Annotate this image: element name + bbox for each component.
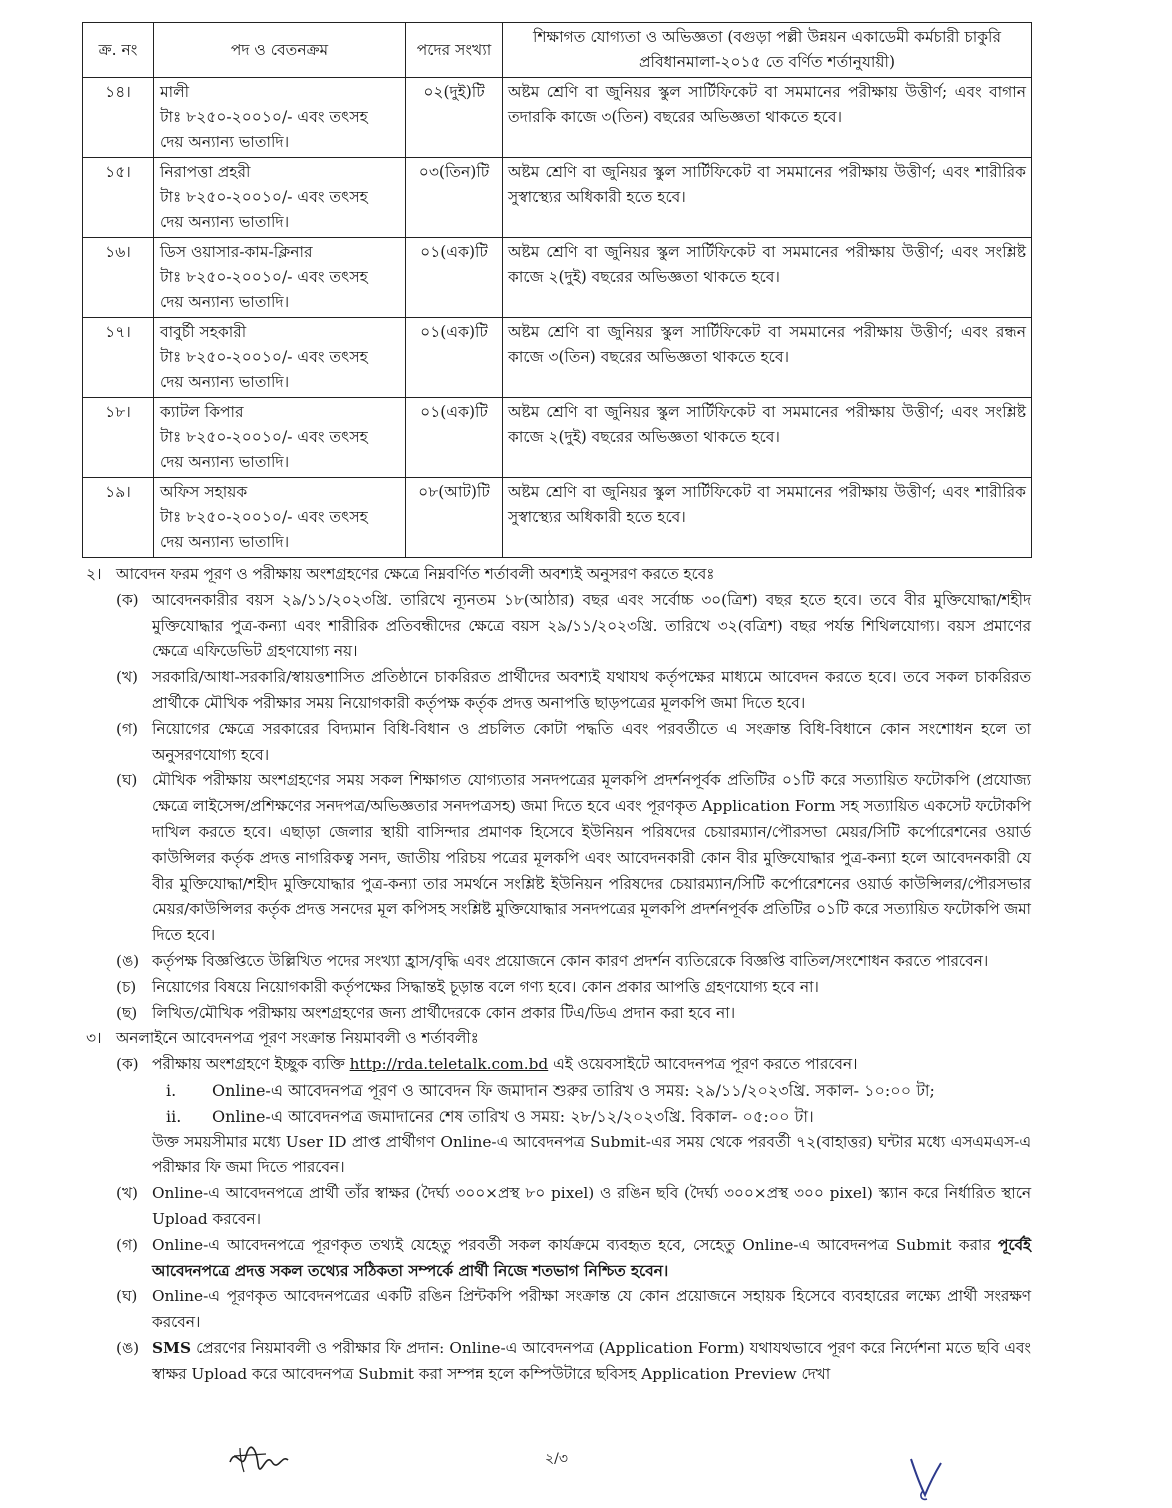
row-count: ০১(এক)টি bbox=[406, 238, 503, 318]
row-count: ০৮(আট)টি bbox=[406, 478, 503, 558]
header-post: পদ ও বেতনক্রম bbox=[154, 23, 406, 78]
post-allowance: দেয় অন্যান্য ভাতাদি। bbox=[160, 133, 290, 151]
table-row bbox=[83, 478, 1032, 558]
item-label: (গ) bbox=[116, 1235, 138, 1254]
list-item bbox=[116, 717, 1031, 769]
item-label: (ক) bbox=[116, 1055, 139, 1074]
item-label: (ঙ) bbox=[116, 951, 140, 970]
row-qualification: অষ্টম শ্রেণি বা জুনিয়র স্কুল সার্টিফিকেট বা সমমানের পরীক্ষায় উত্তীর্ণ; এবং সংশ্লিষ্ট কাজে ২(দুই) বছরের অভিজ্ঞতা থাকতে হবে। bbox=[503, 238, 1032, 318]
item-text bbox=[152, 1233, 1031, 1285]
list-item bbox=[116, 1001, 1031, 1027]
row-post bbox=[154, 478, 406, 558]
section-title: অনলাইনে আবেদনপত্র পূরণ সংক্রান্ত নিয়মাবলী ও শর্তাবলীঃ bbox=[116, 1029, 479, 1048]
item-label: (ক) bbox=[116, 590, 139, 609]
item-text-lead: Online-এ আবেদনপত্রে পূরণকৃত তথ্যই যেহেতু পরবর্তী সকল কার্যক্রমে ব্যবহৃত হবে, সেহেতু Online-এ আবেদনপত্র Submit করার bbox=[152, 1235, 991, 1254]
section-number: ২। bbox=[86, 565, 102, 583]
list-item bbox=[116, 1336, 1031, 1388]
section-number: ৩। bbox=[86, 1029, 102, 1048]
post-name: বাবুর্চী সহকারী bbox=[160, 323, 247, 341]
row-qualification: অষ্টম শ্রেণি বা জুনিয়র স্কুল সার্টিফিকেট বা সমমানের পরীক্ষায় উত্তীর্ণ; এবং শারীরিক সুস্বাস্থ্যের অধিকারী হতে হবে। bbox=[503, 158, 1032, 238]
list-item bbox=[116, 588, 1031, 665]
fee-deadline-text: উক্ত সময়সীমার মধ্যে User ID প্রাপ্ত প্রার্থীগণ Online-এ আবেদনপত্র Submit-এর সময় থেকে পরবর্তী ৭২(বাহাত্তর) ঘন্টার মধ্যে এসএমএস-এ পরীক্ষার ফি জমা দিতে পারবেন। bbox=[152, 1132, 1031, 1177]
row-sl: ১৭। bbox=[83, 318, 154, 398]
list-item bbox=[116, 1181, 1031, 1233]
item-text: আবেদনকারীর বয়স ২৯/১১/২০২৩খ্রি. তারিখে ন্যূনতম ১৮(আঠার) বছর এবং সর্বোচ্চ ৩০(ত্রিশ) বছর হতে হবে। তবে বীর মুক্তিযোদ্ধা/শহীদ মুক্তিযোদ্ধার পুত্র-কন্যা এবং শারীরিক প্রতিবন্ধীদের ক্ষেত্রে বয়স ২৯/১১/২০২৩খ্রি. তারিখে ৩২(বত্রিশ) বছর পর্যন্ত শিথিলযোগ্য। বয়স প্রমাণের ক্ষেত্রে এফিডেভিট গ্রহণযোগ্য নয়। bbox=[152, 590, 1031, 661]
date-item bbox=[166, 1104, 1031, 1130]
row-post bbox=[154, 238, 406, 318]
row-sl: ১৮। bbox=[83, 398, 154, 478]
sub-label: ii. bbox=[166, 1106, 182, 1126]
row-qualification: অষ্টম শ্রেণি বা জুনিয়র স্কুল সার্টিফিকেট বা সমমানের পরীক্ষায় উত্তীর্ণ; এবং রন্ধন কাজে ৩(তিন) বছরের অভিজ্ঞতা থাকতে হবে। bbox=[503, 318, 1032, 398]
date-item bbox=[166, 1078, 1031, 1104]
section-title: আবেদন ফরম পূরণ ও পরীক্ষায় অংশগ্রহণের ক্ষেত্রে নিম্নবর্ণিত শর্তাবলী অবশ্যই অনুসরণ করতে হবেঃ bbox=[116, 565, 715, 583]
header-qualification: শিক্ষাগত যোগ্যতা ও অভিজ্ঞতা (বগুড়া পল্লী উন্নয়ন একাডেমী কর্মচারী চাকুরি প্রবিধানমালা-২০১৫ তে বর্ণিত শর্তানুযায়ী) bbox=[503, 23, 1032, 78]
list-item bbox=[116, 1052, 1031, 1078]
item-label: (ঘ) bbox=[116, 1287, 138, 1306]
signature-scribble bbox=[226, 1442, 296, 1480]
post-pay-scale: টাঃ ৮২৫০-২০০১০/- এবং তৎসহ bbox=[160, 268, 368, 286]
list-item bbox=[116, 768, 1031, 949]
item-text: মৌখিক পরীক্ষায় অংশগ্রহণের সময় সকল শিক্ষাগত যোগ্যতার সনদপত্রের মূলকপি প্রদর্শনপূর্বক প্রতিটির ০১টি করে সত্যায়িত ফটোকপি (প্রযোজ্য ক্ষেত্রে লাইসেন্স/প্রশিক্ষণের সনদপত্র/অভিজ্ঞতার সনদপত্রসহ) জমা দিতে হবে এবং পূরণকৃত Application Form সহ সত্যায়িত একসেট ফটোকপি দাখিল করতে হবে। এছাড়া জেলার স্থায়ী বাসিন্দার প্রমাণক হিসেবে ইউনিয়ন পরিষদের চেয়ারম্যান/পৌরসভা মেয়র/সিটি কর্পোরেশনের ওয়ার্ড কাউন্সিলর কর্তৃক প্রদত্ত নাগরিকত্ব সনদ, জাতীয় পরিচয় পত্রের মূলকপি এবং আবেদনকারী কোন বীর মুক্তিযোদ্ধার পুত্র-কন্যা হলে আবেদনকারী যে বীর মুক্তিযোদ্ধা/শহীদ মুক্তিযোদ্ধার পুত্র-কন্যা তার সমর্থনে সংশ্লিষ্ট ইউনিয়ন পরিষদের চেয়ারম্যান/সিটি কর্পোরেশনের ওয়ার্ড কাউন্সিলর/পৌরসভার মেয়র/কাউন্সিলর কর্তৃক প্রদত্ত সনদের মূল কপিসহ সংশ্লিষ্ট মুক্তিযোদ্ধার সনদপত্রের মূলকপি প্রদর্শনপূর্বক প্রতিটির ০১টি করে সত্যায়িত ফটোকপি জমা দিতে হবে। bbox=[152, 771, 1031, 945]
table-row bbox=[83, 398, 1032, 478]
posts-table bbox=[82, 22, 1032, 558]
post-pay-scale: টাঃ ৮২৫০-২০০১০/- এবং তৎসহ bbox=[160, 108, 368, 126]
row-qualification: অষ্টম শ্রেণি বা জুনিয়র স্কুল সার্টিফিকেট বা সমমানের পরীক্ষায় উত্তীর্ণ; এবং সংশ্লিষ্ট কাজে ২(দুই) বছরের অভিজ্ঞতা থাকতে হবে। bbox=[503, 398, 1032, 478]
item-text: Online-এ আবেদনপত্রে প্রার্থী তাঁর স্বাক্ষর (দৈর্ঘ্য ৩০০×প্রস্থ ৮০ pixel) ও রঙিন ছবি (দৈর্ঘ্য ৩০০×প্রস্থ ৩০০ pixel) স্ক্যান করে নির্ধারিত স্থানে Upload করবেন। bbox=[152, 1184, 1031, 1228]
row-post bbox=[154, 398, 406, 478]
post-name: ক্যাটল কিপার bbox=[160, 403, 244, 421]
item-label: (গ) bbox=[116, 719, 138, 738]
item-label: (ঙ) bbox=[116, 1338, 140, 1357]
item-text: নিয়োগের ক্ষেত্রে সরকারের বিদ্যমান বিধি-বিধান ও প্রচলিত কোটা পদ্ধতি এবং পরবর্তীতে এ সংক্রান্ত বিধি-বিধানে কোন সংশোধন হলে তা অনুসরণযোগ্য হবে। bbox=[152, 719, 1031, 764]
section-2-heading bbox=[86, 562, 1031, 588]
row-sl: ১৫। bbox=[83, 158, 154, 238]
row-sl: ১৬। bbox=[83, 238, 154, 318]
list-item bbox=[116, 975, 1031, 1001]
post-allowance: দেয় অন্যান্য ভাতাদি। bbox=[160, 533, 290, 551]
row-count: ০১(এক)টি bbox=[406, 318, 503, 398]
sub-label: i. bbox=[166, 1080, 177, 1100]
row-qualification: অষ্টম শ্রেণি বা জুনিয়র স্কুল সার্টিফিকেট বা সমমানের পরীক্ষায় উত্তীর্ণ; এবং বাগান তদারকি কাজে ৩(তিন) বছরের অভিজ্ঞতা থাকতে হবে। bbox=[503, 78, 1032, 158]
conditions-sections bbox=[86, 562, 1031, 1388]
row-sl: ১৯। bbox=[83, 478, 154, 558]
row-sl: ১৪। bbox=[83, 78, 154, 158]
item-text: Online-এ পূরণকৃত আবেদনপত্রের একটি রঙিন প্রিন্টকপি পরীক্ষা সংক্রান্ত যে কোন প্রয়োজনে সহায়ক হিসেবে ব্যবহারের লক্ষ্যে প্রার্থী সংরক্ষণ করবেন। bbox=[152, 1287, 1031, 1332]
item-text: নিয়োগের বিষয়ে নিয়োগকারী কর্তৃপক্ষের সিদ্ধান্তই চূড়ান্ত বলে গণ্য হবে। কোন প্রকার আপত্তি গ্রহণযোগ্য হবে না। bbox=[152, 977, 819, 996]
item-label: (চ) bbox=[116, 977, 137, 996]
row-post bbox=[154, 318, 406, 398]
post-pay-scale: টাঃ ৮২৫০-২০০১০/- এবং তৎসহ bbox=[160, 188, 368, 206]
website-outro: এই ওয়েবসাইটে আবেদনপত্র পূরণ করতে পারবেন। bbox=[553, 1055, 858, 1074]
post-name: অফিস সহায়ক bbox=[160, 483, 248, 501]
post-pay-scale: টাঃ ৮২৫০-২০০১০/- এবং তৎসহ bbox=[160, 428, 368, 446]
item-label: (ছ) bbox=[116, 1003, 138, 1022]
table-row bbox=[83, 78, 1032, 158]
row-count: ০৩(তিন)টি bbox=[406, 158, 503, 238]
website-link[interactable]: http://rda.teletalk.com.bd bbox=[349, 1055, 549, 1074]
row-qualification: অষ্টম শ্রেণি বা জুনিয়র স্কুল সার্টিফিকেট বা সমমানের পরীক্ষায় উত্তীর্ণ; এবং শারীরিক সুস্বাস্থ্যের অধিকারী হতে হবে। bbox=[503, 478, 1032, 558]
table-header-row bbox=[83, 23, 1032, 78]
row-count: ০২(দুই)টি bbox=[406, 78, 503, 158]
header-sl: ক্র. নং bbox=[83, 23, 154, 78]
item-text: সরকারি/আধা-সরকারি/স্বায়ত্তশাসিত প্রতিষ্ঠানে চাকরিরত প্রার্থীদের অবশ্যই যথাযথ কর্তৃপক্ষের মাধ্যমে আবেদন করতে হবে। তবে সকল চাকরিরত প্রার্থীকে মৌখিক পরীক্ষার সময় নিয়োগকারী কর্তৃপক্ষ কর্তৃক প্রদত্ত অনাপত্তি ছাড়পত্রের মূলকপি জমা দিতে হবে। bbox=[152, 668, 1031, 712]
item-label: (খ) bbox=[116, 668, 138, 687]
post-allowance: দেয় অন্যান্য ভাতাদি। bbox=[160, 293, 290, 311]
website-intro: পরীক্ষায় অংশগ্রহণে ইচ্ছুক ব্যক্তি bbox=[152, 1055, 345, 1074]
row-post bbox=[154, 78, 406, 158]
table-row bbox=[83, 318, 1032, 398]
list-item bbox=[116, 949, 1031, 975]
header-count: পদের সংখ্যা bbox=[406, 23, 503, 78]
list-item bbox=[116, 1233, 1031, 1285]
post-name: ডিস ওয়াসার-কাম-ক্লিনার bbox=[160, 243, 313, 261]
row-post bbox=[154, 158, 406, 238]
page-number: ২/৩ bbox=[545, 1451, 568, 1467]
post-allowance: দেয় অন্যান্য ভাতাদি। bbox=[160, 373, 290, 391]
row-count: ০১(এক)টি bbox=[406, 398, 503, 478]
item-text: কর্তৃপক্ষ বিজ্ঞপ্তিতে উল্লিখিত পদের সংখ্যা হ্রাস/বৃদ্ধি এবং প্রয়োজনে কোন কারণ প্রদর্শন ব্যতিরেকে বিজ্ঞপ্তি বাতিল/সংশোধন করতে পারবেন। bbox=[152, 951, 989, 970]
item-text bbox=[152, 1052, 1031, 1078]
list-item bbox=[116, 1284, 1031, 1336]
end-date-text: Online-এ আবেদনপত্র জমাদানের শেষ তারিখ ও সময়: ২৮/১২/২০২৩খ্রি. বিকাল- ০৫:০০ টা। bbox=[212, 1106, 814, 1126]
item-text bbox=[152, 1336, 1031, 1388]
section-3-heading bbox=[86, 1026, 1031, 1052]
post-name: মালী bbox=[160, 83, 190, 101]
table-row bbox=[83, 238, 1032, 318]
item-label: (খ) bbox=[116, 1184, 138, 1203]
post-name: নিরাপত্তা প্রহরী bbox=[160, 163, 251, 181]
item-text: লিখিত/মৌখিক পরীক্ষায় অংশগ্রহণের জন্য প্রার্থীদেরকে কোন প্রকার টিএ/ডিএ প্রদান করা হবে না। bbox=[152, 1003, 736, 1022]
item-text-emphasis: পূর্বেই আবেদনপত্রে প্রদত্ত সকল তথ্যের সঠিকতা সম্পর্কে প্রার্থী নিজে শতভাগ নিশ্চিত হবেন। bbox=[152, 1235, 1031, 1280]
initial-mark bbox=[905, 1455, 945, 1507]
start-date-text: Online-এ আবেদনপত্র পূরণ ও আবেদন ফি জমাদান শুরুর তারিখ ও সময়: ২৯/১১/২০২৩খ্রি. সকাল- ১০:০০ টা; bbox=[212, 1080, 935, 1100]
post-allowance: দেয় অন্যান্য ভাতাদি। bbox=[160, 213, 290, 231]
post-pay-scale: টাঃ ৮২৫০-২০০১০/- এবং তৎসহ bbox=[160, 348, 368, 366]
item-text-rest: প্রেরণের নিয়মাবলী ও পরীক্ষার ফি প্রদান: Online-এ আবেদনপত্র (Application Form) যথাযথভাবে পূরণ করে নির্দেশনা মতে ছবি এবং স্বাক্ষর Upload করে আবেদনপত্র Submit করা সম্পন্ন হলে কম্পিউটারে ছবিসহ Application Preview দেখা bbox=[152, 1338, 1031, 1383]
table-row bbox=[83, 158, 1032, 238]
item-text-emphasis: SMS bbox=[152, 1338, 192, 1357]
post-allowance: দেয় অন্যান্য ভাতাদি। bbox=[160, 453, 290, 471]
post-pay-scale: টাঃ ৮২৫০-২০০১০/- এবং তৎসহ bbox=[160, 508, 368, 526]
item-label: (ঘ) bbox=[116, 771, 138, 790]
list-item bbox=[116, 665, 1031, 717]
